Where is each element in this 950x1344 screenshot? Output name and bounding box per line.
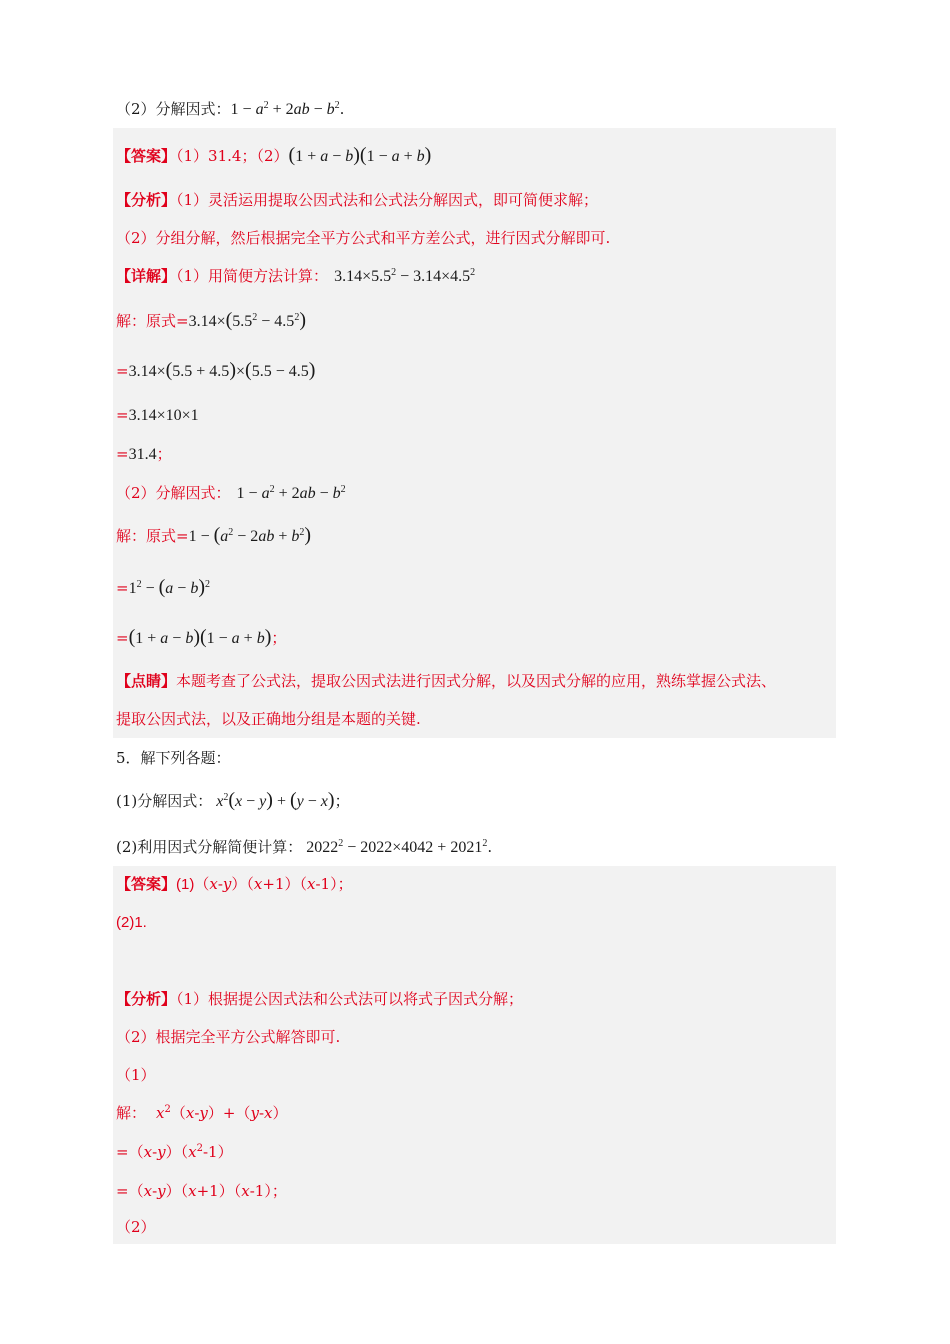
- eq-sign: =: [116, 445, 129, 463]
- step-expr: （x-y）（x+1）（x-1）: [128, 1182, 272, 1200]
- analysis-text: （1）根据提公因式法和公式法可以将式子因式分解；: [176, 990, 524, 1008]
- q4-step4: [116, 443, 172, 466]
- analysis-tag: 【分析】: [116, 990, 177, 1008]
- answer-prefix: (1): [176, 876, 195, 893]
- q4-step1: [116, 309, 306, 333]
- q4-comment-line2: [116, 708, 421, 730]
- eq-sign: =: [116, 629, 129, 647]
- q4-analysis-line2: [116, 227, 610, 249]
- q4-part2-step1: [116, 524, 311, 548]
- q4-part2-step3: [116, 626, 286, 650]
- eq-sign: =: [116, 579, 129, 597]
- eq-sign: =: [116, 406, 129, 424]
- q4-part2-tail: .: [339, 100, 345, 118]
- semicolon: ；: [271, 1182, 287, 1200]
- eq-sign: =: [116, 1182, 129, 1200]
- eq-sign: =: [116, 362, 129, 380]
- q5-part1-expr: $x^2(x - y) + (y - x)$: [216, 789, 335, 811]
- detail-tag: 【详解】: [116, 267, 177, 285]
- q5-part2-label: (2)利用因式分解简便计算：: [116, 838, 303, 856]
- answer-tag: 【答案】: [116, 147, 177, 165]
- answer-text: （1）31.4；（2）: [176, 147, 289, 165]
- q5-part1-label: (1)分解因式：: [116, 792, 213, 810]
- q5-analysis-line1: [116, 988, 523, 1010]
- semicolon: ；: [156, 445, 172, 463]
- q5-solution-part1-label: [116, 1064, 156, 1086]
- eq-sign: =: [116, 1143, 129, 1161]
- semicolon: ；: [271, 629, 287, 647]
- q4-part2-label: （2）分解因式：: [116, 100, 231, 118]
- step-expr: $1 - (a^2 - 2ab + b^2)$: [188, 524, 312, 546]
- q5-part1-tail: ；: [334, 792, 350, 810]
- answer-expr: （x-y）（x+1）（x-1）；: [194, 875, 353, 893]
- q5-answer-line2: [116, 912, 147, 934]
- q5-part1: [116, 789, 350, 813]
- q4-step2: [116, 359, 315, 383]
- q5-solution-step1: [116, 1102, 288, 1124]
- detail-part2-label: （2）分解因式：: [116, 484, 231, 502]
- answer-tag: 【答案】: [116, 875, 177, 893]
- comment-text: 提取公因式法，以及正确地分组是本题的关键.: [116, 710, 421, 728]
- step-expr: $3.14\times(5.5^2 - 4.5^2)$: [188, 309, 306, 331]
- part-label: （2）: [116, 1218, 156, 1236]
- q4-answer: [116, 144, 431, 168]
- q4-part2-expr: $1 - a^2 + 2ab - b^2$: [230, 100, 340, 118]
- q5-title-text: 5．解下列各题：: [116, 749, 231, 767]
- q5-solution-step3: [116, 1180, 287, 1202]
- q4-part2-stem: [116, 98, 344, 121]
- step-expr: 31.4: [128, 446, 157, 463]
- q4-step3: [116, 404, 199, 427]
- part-label: （1）: [116, 1066, 156, 1084]
- q5-answer-line1: [116, 873, 353, 896]
- step-expr: (1 + a − b)(1 − a + b): [128, 626, 272, 648]
- q5-analysis-line2: [116, 1026, 340, 1048]
- q4-detail-part2: [116, 482, 346, 505]
- q4-analysis-line1: [116, 189, 598, 211]
- detail-text: （1）用简便方法计算：: [176, 267, 329, 285]
- solution-prefix: 解：: [116, 1104, 147, 1122]
- detail-part2-expr: $1 - a^2 + 2ab - b^2$: [236, 484, 346, 502]
- q5-solution-part2-label: [116, 1216, 156, 1238]
- answer-text: (2)1.: [116, 914, 147, 931]
- step-expr: 3.14×(5.5 + 4.5)×(5.5 − 4.5): [128, 359, 316, 381]
- q4-detail-line1: [116, 265, 475, 288]
- q5-title: [116, 747, 231, 769]
- q4-part2-step2: [116, 576, 210, 600]
- analysis-tag: 【分析】: [116, 191, 177, 209]
- q5-part2: [116, 836, 492, 859]
- step-expr: $x^2(x-y)+(y-x)$: [156, 1104, 288, 1122]
- solution-prefix: 解：原式=: [116, 312, 189, 330]
- step-expr: $(x-y)(x^2-1)$: [128, 1143, 233, 1161]
- analysis-text: （2）根据完全平方公式解答即可.: [116, 1028, 341, 1046]
- q5-part2-expr: $2022^2 - 2022\times 4042 + 2021^2$: [306, 838, 488, 856]
- q4-comment-line1: [116, 670, 776, 692]
- q5-part2-tail: .: [487, 838, 493, 856]
- step-expr: $1^2 - (a - b)^2$: [128, 576, 210, 598]
- comment-text: 本题考查了公式法，提取公因式法进行因式分解，以及因式分解的应用，熟练掌握公式法、: [176, 672, 777, 690]
- comment-tag: 【点睛】: [116, 672, 177, 690]
- q5-solution-step2: [116, 1141, 233, 1163]
- step-expr: 3.14×10×1: [128, 407, 199, 424]
- answer-expr: (1 + a − b)(1 − a + b): [288, 144, 432, 166]
- detail-expr: $3.14\times 5.5^2 - 3.14\times 4.5^2$: [334, 267, 476, 285]
- solution-prefix: 解：原式=: [116, 527, 189, 545]
- analysis-text: （2）分组分解，然后根据完全平方公式和平方差公式，进行因式分解即可.: [116, 229, 611, 247]
- analysis-text: （1）灵活运用提取公因式法和公式法分解因式，即可简便求解；: [176, 191, 599, 209]
